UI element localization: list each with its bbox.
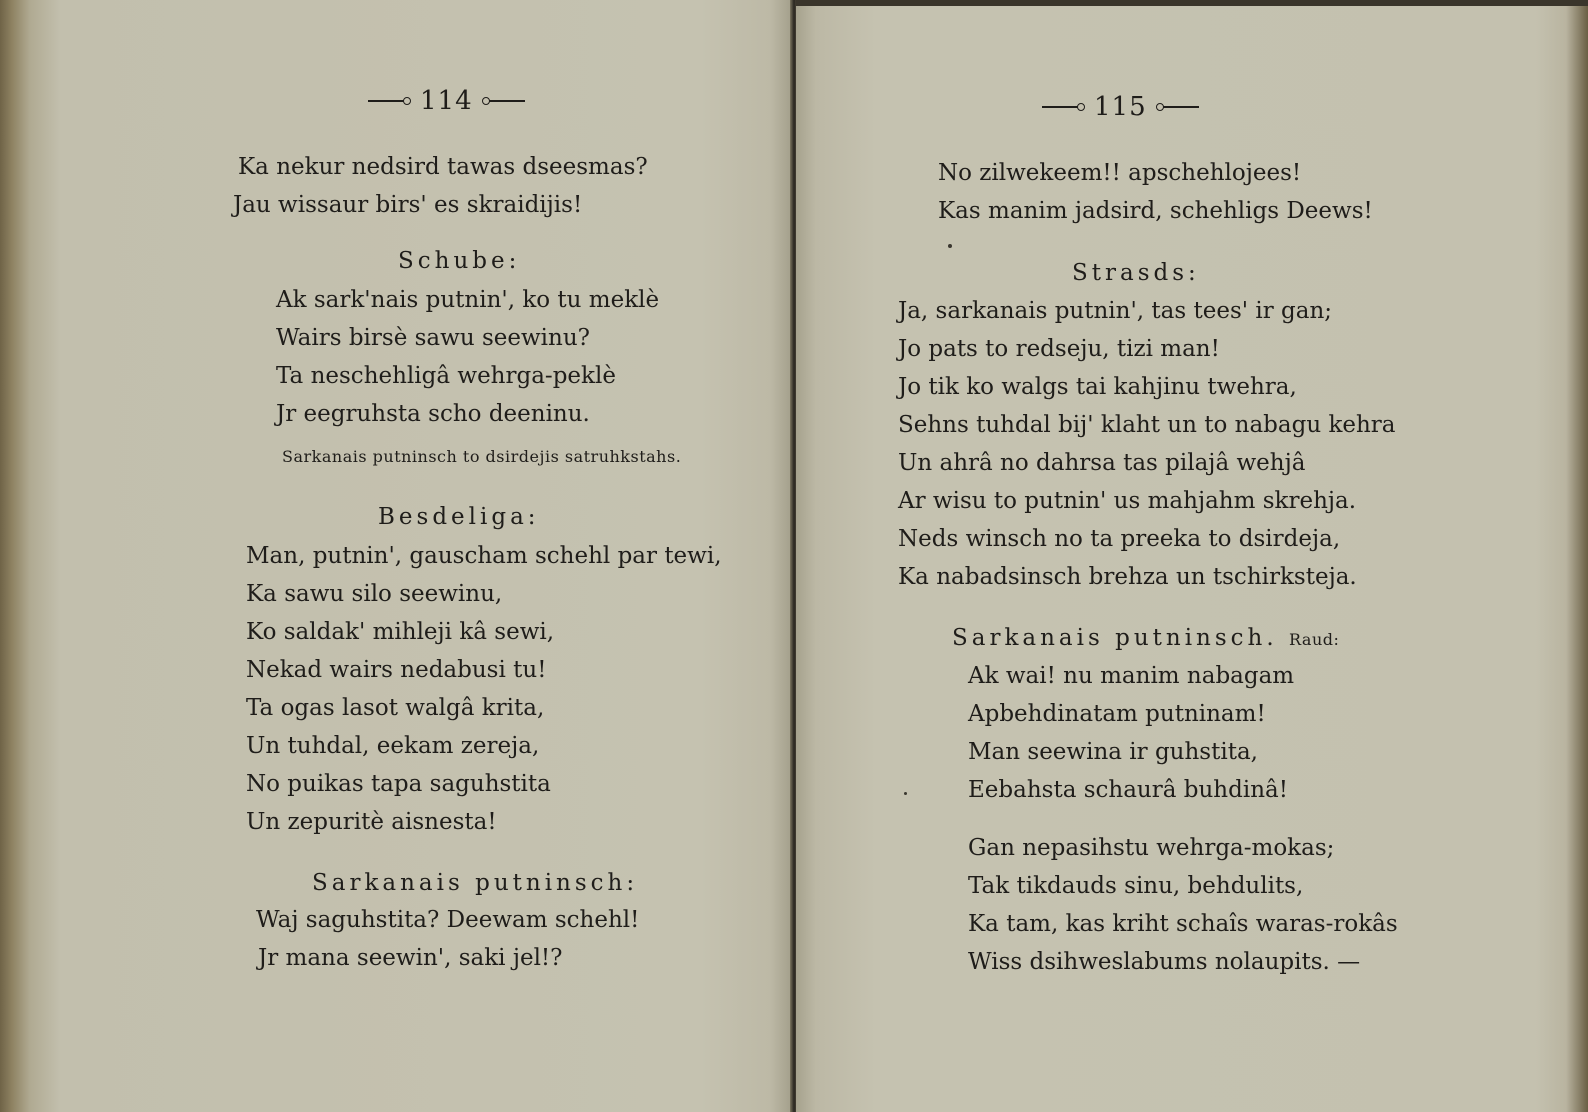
ornament-dash-icon <box>1042 106 1082 108</box>
verse-line: Ak sark'nais putnin', ko tu meklè <box>276 287 660 313</box>
verse-line: Ta ogas lasot walgâ krita, <box>246 695 545 721</box>
ink-speck <box>948 244 952 248</box>
verse-line: Apbehdinatam putninam! <box>968 701 1266 727</box>
speaker-name: Strasds: <box>1072 260 1200 286</box>
verse-line: Jo pats to redseju, tizi man! <box>898 336 1220 362</box>
verse-line: Jr mana seewin', saki jel!? <box>258 945 563 971</box>
text-line: No zilwekeem!! apschehlojees! <box>938 160 1302 186</box>
verse-line: Un zepuritè aisnesta! <box>246 809 497 835</box>
left-page <box>0 0 792 1112</box>
verse-line: No puikas tapa saguhstita <box>246 771 551 797</box>
page-number-left: 114 <box>368 86 525 116</box>
verse-line: Ta neschehligâ wehrga-peklè <box>276 363 616 389</box>
page-number-right: 115 <box>1042 92 1199 122</box>
verse-line: Jo tik ko walgs tai kahjinu twehra, <box>898 374 1297 400</box>
stage-direction: Raud: <box>1289 630 1340 649</box>
ink-speck <box>904 792 907 795</box>
text-line: Kas manim jadsird, schehligs Deews! <box>938 198 1373 224</box>
ornament-dash-icon <box>485 100 525 102</box>
right-page <box>796 0 1588 1112</box>
text-line: Ka nekur nedsird tawas dseesmas? <box>238 154 648 180</box>
speaker-name: Schube: <box>398 248 521 274</box>
verse-line: Gan nepasihstu wehrga-mokas; <box>968 835 1335 861</box>
verse-line: Ka tam, kas kriht schaîs waras-rokâs <box>968 911 1398 937</box>
verse-line: Man, putnin', gauscham schehl par tewi, <box>246 543 722 569</box>
speaker-name: Sarkanais putninsch: <box>312 870 639 896</box>
verse-line: Ka sawu silo seewinu, <box>246 581 503 607</box>
verse-line: Man seewina ir guhstita, <box>968 739 1258 765</box>
text-line: Jau wissaur birs' es skraidijis! <box>233 192 583 218</box>
verse-line: Wiss dsihweslabums nolaupits. — <box>968 949 1361 975</box>
verse-line: Tak tikdauds sinu, behdulits, <box>968 873 1304 899</box>
verse-line: Waj saguhstita? Deewam schehl! <box>256 907 640 933</box>
verse-line: Jr eegruhsta scho deeninu. <box>276 401 590 427</box>
stage-direction: Sarkanais putninsch to dsirdejis satruhkstahs. <box>282 447 682 466</box>
speaker-name: Sarkanais putninsch. Raud: <box>952 625 1340 651</box>
verse-line: Ka nabadsinsch brehza un tschirksteja. <box>898 564 1357 590</box>
ornament-dash-icon <box>1159 106 1199 108</box>
speaker-name: Besdeliga: <box>378 504 540 530</box>
verse-line: Eebahsta schaurâ buhdinâ! <box>968 777 1288 803</box>
verse-line: Ak wai! nu manim nabagam <box>968 663 1295 689</box>
verse-line: Ja, sarkanais putnin', tas tees' ir gan; <box>898 298 1333 324</box>
verse-line: Un ahrâ no dahrsa tas pilajâ wehjâ <box>898 450 1306 476</box>
verse-line: Ar wisu to putnin' us mahjahm skrehja. <box>898 488 1357 514</box>
verse-line: Neds winsch no ta preeka to dsirdeja, <box>898 526 1341 552</box>
ornament-dash-icon <box>368 100 408 102</box>
verse-line: Sehns tuhdal bij' klaht un to nabagu kehra <box>898 412 1396 438</box>
verse-line: Wairs birsè sawu seewinu? <box>276 325 590 351</box>
verse-line: Un tuhdal, eekam zereja, <box>246 733 540 759</box>
verse-line: Ko saldak' mihleji kâ sewi, <box>246 619 555 645</box>
verse-line: Nekad wairs nedabusi tu! <box>246 657 547 683</box>
